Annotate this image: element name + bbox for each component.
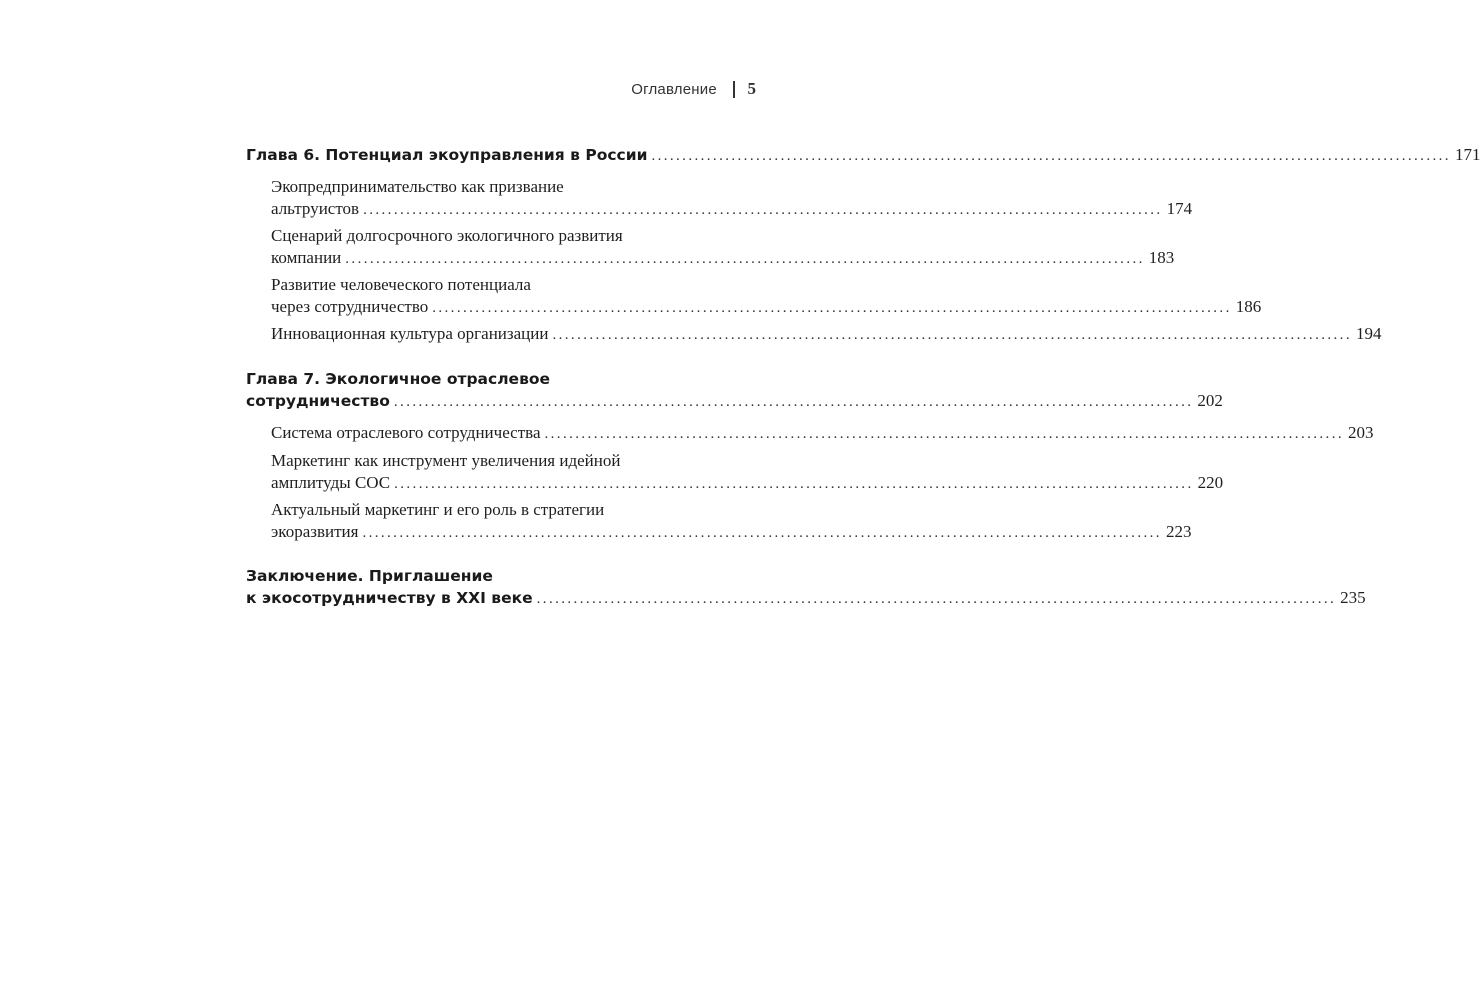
toc-entry-title: Система отраслевого сотрудничества: [271, 423, 541, 442]
toc-entry-title-cont: компании: [271, 248, 342, 267]
leader-dots: ..................................................................................................................................: [363, 202, 1163, 218]
page-number: 5: [747, 79, 756, 98]
toc-section: [271, 176, 1193, 220]
toc-entry-title: Глава 7. Экологичное отраслевое: [246, 370, 551, 388]
toc-section: [271, 225, 1175, 269]
toc-page-number: 174: [1166, 199, 1193, 218]
toc-page-number: 223: [1165, 522, 1192, 541]
toc-entry-title-cont: к экосотрудничеству в XXI веке: [246, 589, 533, 607]
leader-dots: ..................................................................................................................................: [651, 148, 1451, 164]
toc-page-number: 183: [1148, 248, 1175, 267]
toc-section: [271, 422, 1374, 444]
leader-dots: ..................................................................................................................................: [362, 525, 1162, 541]
toc-entry-title: Заключение. Приглашение: [246, 567, 493, 585]
running-head-title: Оглавление: [631, 80, 717, 98]
toc-page-number: 220: [1197, 473, 1224, 492]
toc-entry-title: Инновационная культура организации: [271, 324, 549, 343]
toc-entry-title: Сценарий долгосрочного экологичного развития: [271, 226, 623, 245]
toc-section: [271, 274, 1262, 318]
toc-entry-title: Развитие человеческого потенциала: [271, 275, 531, 294]
toc-entry-title-cont: альтруистов: [271, 199, 360, 218]
toc-section: [271, 499, 1192, 543]
toc-entry-title-cont: сотрудничество: [246, 392, 390, 410]
toc-section: [271, 450, 1224, 494]
toc-entry-title: Актуальный маркетинг и его роль в стратегии: [271, 500, 605, 519]
toc-entry-title: Экопредпринимательство как призвание: [271, 177, 564, 196]
leader-dots: ..................................................................................................................................: [432, 300, 1232, 316]
toc-page-number: 202: [1197, 391, 1223, 410]
leader-dots: ..................................................................................................................................: [394, 476, 1194, 492]
toc-entry-title-cont: экоразвития: [271, 522, 359, 541]
leader-dots: ..................................................................................................................................: [544, 426, 1344, 442]
toc-page-number: 171: [1454, 145, 1480, 164]
toc-conclusion: [246, 565, 1366, 609]
toc-page-number: 235: [1340, 588, 1366, 607]
leader-dots: ..................................................................................................................................: [552, 327, 1352, 343]
running-head-separator: [733, 81, 735, 98]
leader-dots: ..................................................................................................................................: [345, 251, 1145, 267]
toc-chapter-7: [246, 368, 1223, 412]
toc-section: [271, 323, 1382, 345]
toc-page-number: 203: [1348, 423, 1374, 442]
leader-dots: ..................................................................................................................................: [536, 591, 1337, 607]
leader-dots: ..................................................................................................................................: [393, 394, 1194, 410]
toc-entry-title: Маркетинг как инструмент увеличения идейной: [271, 451, 621, 470]
toc-entry-title-cont: амплитуды СОС: [271, 473, 391, 492]
toc-chapter-6: [246, 144, 1480, 166]
toc-page-number: 194: [1355, 324, 1382, 343]
running-head: [560, 77, 756, 101]
toc-page-number: 186: [1235, 297, 1262, 316]
toc-entry-title: Глава 6. Потенциал экоуправления в России: [246, 146, 648, 164]
toc-entry-title-cont: через сотрудничество: [271, 297, 429, 316]
